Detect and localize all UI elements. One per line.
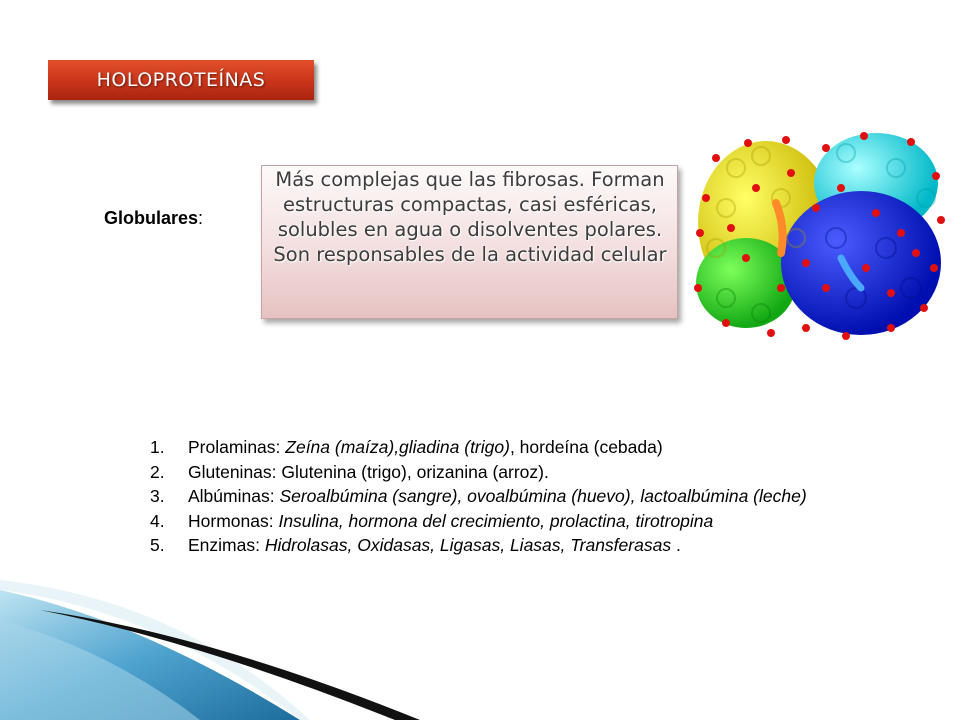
globular-protein-image: [686, 128, 948, 346]
list-item: 1. Prolaminas: Zeína (maíza),gliadina (trigo), hordeína (cebada): [150, 437, 663, 457]
protein-list: [150, 435, 870, 558]
list-item: 3. Albúminas: Seroalbúmina (sangre), ovoalbúmina (huevo), lactoalbúmina (leche): [150, 486, 807, 506]
list-item: 5. Enzimas: Hidrolasas, Oxidasas, Ligasas, Liasas, Transferasas .: [150, 535, 681, 555]
decorative-wave: [0, 580, 420, 720]
section-title: HOLOPROTEÍNAS: [96, 69, 266, 91]
section-title-badge: [48, 60, 314, 100]
description-text: Más complejas que las fibrosas. Forman estructuras compactas, casi esféricas, solubles en agua o disolventes polares. Son responsables de la actividad celular: [273, 168, 667, 266]
globulares-label: Globulares:: [104, 208, 204, 228]
list-item: 4. Hormonas: Insulina, hormona del crecimiento, prolactina, tirotropina: [150, 510, 714, 531]
list-item: 2. Gluteninas: Glutenina (trigo), orizanina (arroz).: [150, 461, 549, 482]
